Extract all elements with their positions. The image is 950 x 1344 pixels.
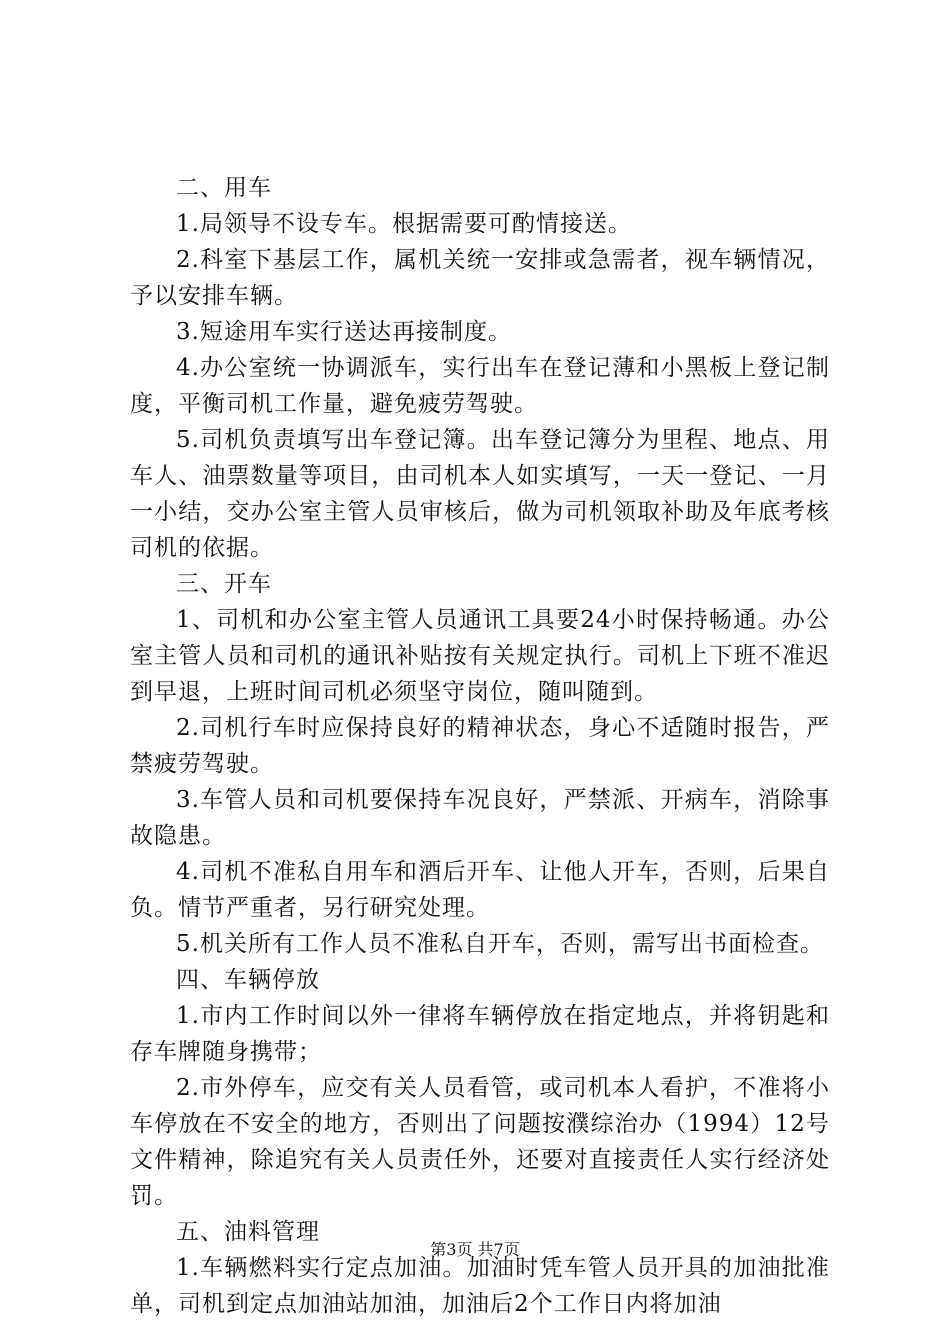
paragraph: 1.局领导不设专车。根据需要可酌情接送。 [176, 211, 632, 237]
paragraph: 3.车管人员和司机要保持车况良好，严禁派、开病车，消除事故隐患。 [130, 787, 830, 849]
section-heading-fuel-management: 五、油料管理 [176, 1219, 320, 1245]
section-heading-vehicle-use: 二、用车 [176, 175, 272, 201]
paragraph: 4.司机不准私自用车和酒后开车、让他人开车，否则，后果自负。情节严重者，另行研究处理。 [130, 859, 830, 921]
page-number-footer: 第3页 共7页 [430, 1240, 520, 1259]
section-heading-parking: 四、车辆停放 [176, 967, 320, 993]
paragraph: 2.科室下基层工作，属机关统一安排或急需者，视车辆情况，予以安排车辆。 [130, 247, 830, 309]
document-body [130, 170, 830, 1322]
paragraph: 2.市外停车，应交有关人员看管，或司机本人看护，不准将小车停放在不安全的地方，否则出了问题按濮综治办（1994）12号文件精神，除追究有关人员责任外，还要对直接责任人实行经济处罚。 [130, 1075, 830, 1209]
paragraph: 3.短途用车实行送达再接制度。 [176, 319, 512, 345]
paragraph: 1、司机和办公室主管人员通讯工具要24小时保持畅通。办公室主管人员和司机的通讯补贴按有关规定执行。司机上下班不准迟到早退，上班时间司机必须坚守岗位，随叫随到。 [130, 607, 830, 705]
paragraph: 1.车辆燃料实行定点加油。加油时凭车管人员开具的加油批准单，司机到定点加油站加油，加油后2个工作日内将加油 [130, 1255, 830, 1317]
section-heading-driving: 三、开车 [176, 571, 272, 597]
paragraph: 2.司机行车时应保持良好的精神状态，身心不适随时报告，严禁疲劳驾驶。 [130, 715, 830, 777]
paragraph: 4.办公室统一协调派车，实行出车在登记薄和小黑板上登记制度，平衡司机工作量，避免疲劳驾驶。 [130, 355, 830, 417]
paragraph: 5.机关所有工作人员不准私自开车，否则，需写出书面检查。 [176, 931, 824, 957]
paragraph: 5.司机负责填写出车登记簿。出车登记簿分为里程、地点、用车人、油票数量等项目，由司机本人如实填写，一天一登记、一月一小结，交办公室主管人员审核后，做为司机领取补助及年底考核司机的依据。 [130, 427, 830, 561]
paragraph: 1.市内工作时间以外一律将车辆停放在指定地点，并将钥匙和存车牌随身携带； [130, 1003, 830, 1065]
